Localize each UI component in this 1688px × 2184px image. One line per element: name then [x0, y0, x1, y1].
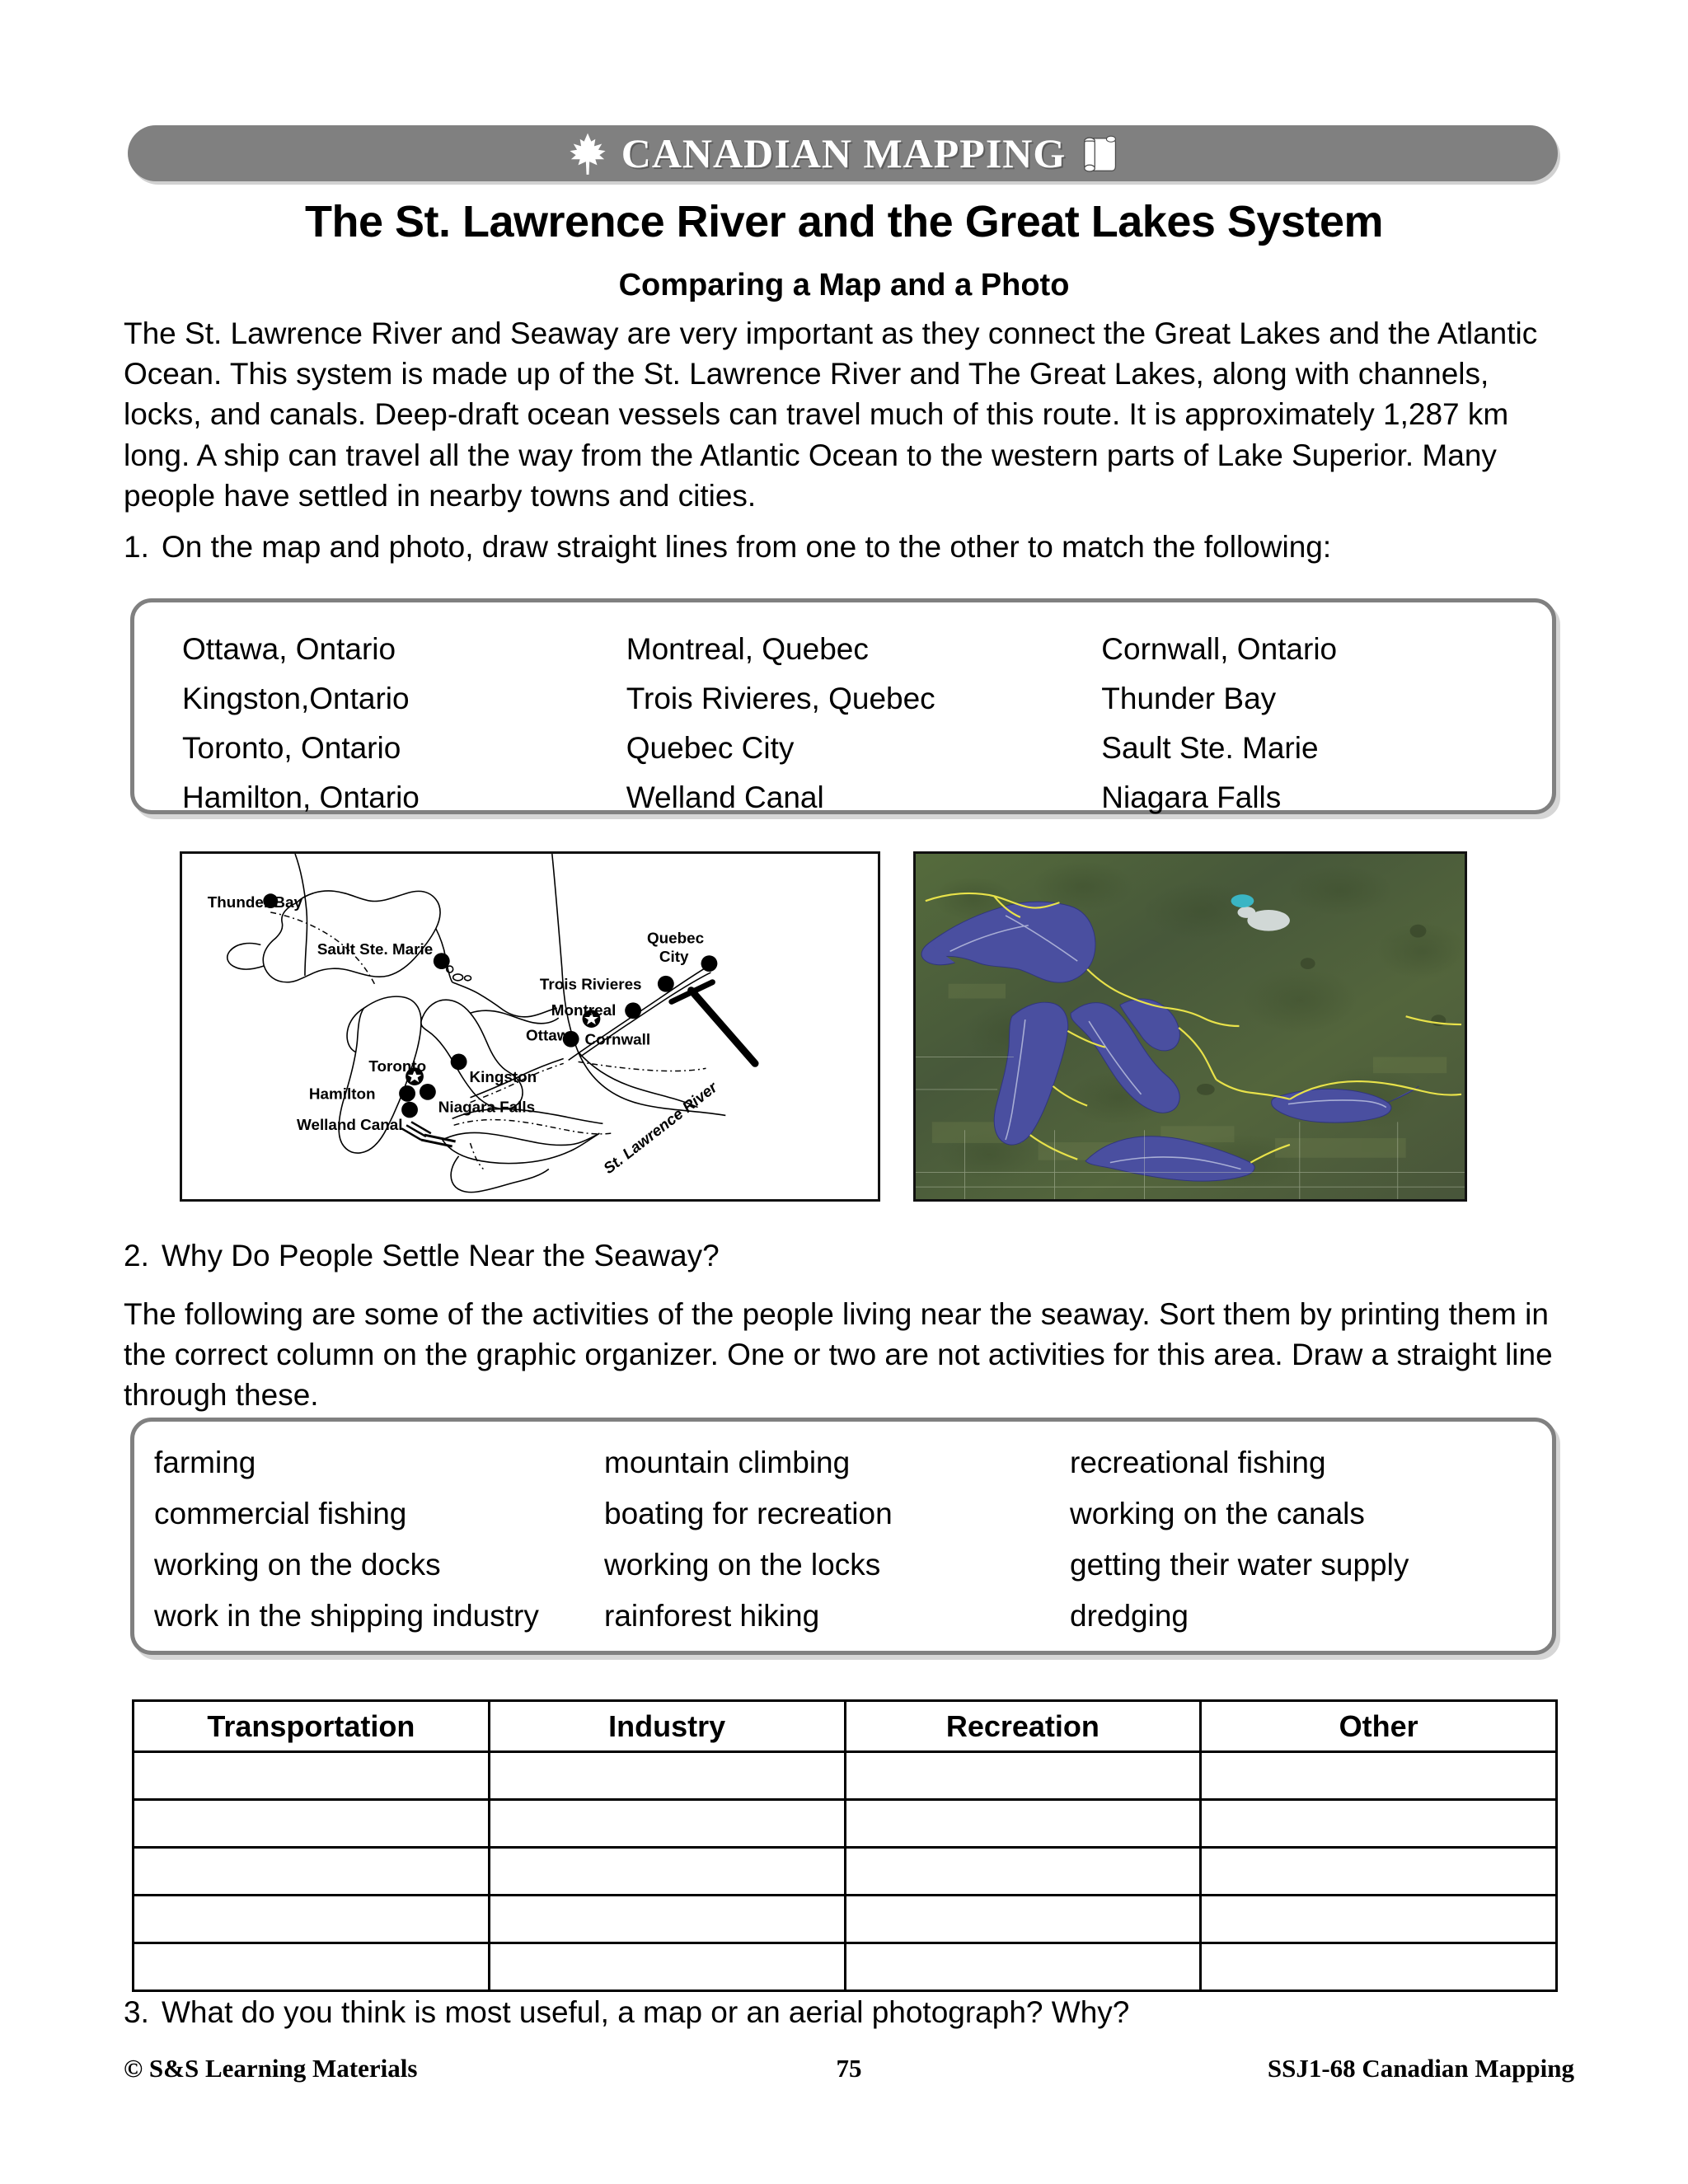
footer-product-code: SSJ1-68 Canadian Mapping [1267, 2054, 1574, 2083]
city-item: Sault Ste. Marie [1101, 730, 1319, 765]
column-header-other: Other [1201, 1701, 1557, 1752]
table-cell[interactable] [845, 1943, 1201, 1991]
activity-item: rainforest hiking [604, 1598, 820, 1633]
activity-item: dredging [1070, 1598, 1189, 1633]
map-label-quebec-1: Quebec [646, 929, 705, 947]
city-row [134, 673, 1552, 723]
question-3-number: 3. [124, 1995, 149, 2029]
city-item: Niagara Falls [1101, 780, 1282, 814]
column-header-recreation: Recreation [845, 1701, 1201, 1752]
map-label-toronto: Toronto [368, 1057, 427, 1076]
scroll-icon [1081, 132, 1117, 175]
map-label-thunder-bay: Thunder Bay [207, 893, 302, 912]
table-cell[interactable] [134, 1848, 490, 1896]
great-lakes-line-map [180, 851, 880, 1202]
table-cell[interactable] [845, 1848, 1201, 1896]
map-label-st-lawrence-river: St. Lawrence River [599, 1078, 720, 1178]
map-dot-welland-canal [401, 1102, 418, 1118]
question-1 [124, 527, 1566, 567]
activity-item: working on the canals [1070, 1496, 1365, 1530]
table-cell[interactable] [489, 1848, 845, 1896]
footer-copyright: © S&S Learning Materials [124, 2054, 418, 2083]
page-footer [124, 2054, 1574, 2083]
activity-item: mountain climbing [604, 1445, 851, 1479]
activity-row [134, 1539, 1552, 1590]
map-dot-sault [434, 953, 450, 969]
table-cell[interactable] [845, 1800, 1201, 1848]
table-cell[interactable] [1201, 1848, 1557, 1896]
activity-list-box [130, 1418, 1556, 1655]
map-label-sault: Sault Ste. Marie [316, 940, 434, 958]
footer-page-number: 75 [836, 2054, 862, 2083]
map-label-niagara-falls: Niagara Falls [438, 1098, 536, 1116]
map-dot-trois-rivieres [658, 976, 674, 992]
map-dot-hamilton [399, 1085, 415, 1102]
activity-item: working on the docks [154, 1547, 441, 1582]
column-header-transportation: Transportation [134, 1701, 490, 1752]
map-label-cornwall: Cornwall [584, 1030, 651, 1048]
map-label-quebec-2: City [659, 948, 689, 966]
activity-row [134, 1590, 1552, 1641]
city-item: Kingston,Ontario [182, 681, 410, 715]
maple-leaf-icon [569, 132, 607, 175]
table-cell[interactable] [134, 1943, 490, 1991]
city-item: Ottawa, Ontario [182, 631, 396, 666]
table-cell[interactable] [1201, 1800, 1557, 1848]
table-cell[interactable] [489, 1896, 845, 1943]
table-cell[interactable] [1201, 1943, 1557, 1991]
city-item: Montreal, Quebec [626, 631, 869, 666]
city-item: Thunder Bay [1101, 681, 1277, 715]
map-label-hamilton: Hamilton [308, 1085, 376, 1103]
question-2-number: 2. [124, 1239, 149, 1272]
graphic-organizer-table [132, 1699, 1558, 1992]
activity-item: working on the locks [604, 1547, 881, 1582]
city-item: Welland Canal [626, 780, 824, 814]
activity-item: getting their water supply [1070, 1547, 1409, 1582]
city-item: Toronto, Ontario [182, 730, 401, 765]
map-label-kingston: Kingston [469, 1068, 537, 1086]
activity-item: farming [154, 1445, 256, 1479]
table-cell[interactable] [845, 1752, 1201, 1800]
map-svg [182, 854, 878, 1199]
activity-row [134, 1488, 1552, 1539]
question-2 [124, 1236, 1566, 1276]
city-row [134, 772, 1552, 822]
table-body [134, 1752, 1557, 1991]
table-cell[interactable] [134, 1800, 490, 1848]
city-row [134, 624, 1552, 673]
great-lakes-aerial-photo [913, 851, 1467, 1202]
table-row [134, 1848, 1557, 1896]
column-header-industry: Industry [489, 1701, 845, 1752]
map-label-ottawa: Ottawa [526, 1026, 578, 1044]
table-cell[interactable] [489, 1943, 845, 1991]
table-cell[interactable] [1201, 1752, 1557, 1800]
map-label-welland-canal: Welland Canal [297, 1116, 403, 1134]
page-title: The St. Lawrence River and the Great Lakes System [304, 197, 1384, 246]
table-cell[interactable] [1201, 1896, 1557, 1943]
table-cell[interactable] [489, 1752, 845, 1800]
activity-item: commercial fishing [154, 1496, 407, 1530]
activity-row [134, 1436, 1552, 1488]
city-item: Hamilton, Ontario [182, 780, 420, 814]
table-row [134, 1896, 1557, 1943]
city-row [134, 723, 1552, 772]
table-row [134, 1800, 1557, 1848]
question-2-body: The following are some of the activities of the people living near the seaway. Sort them by printing them in the correct column on the graphic organizer. One or two are not activities for this area. Draw a straight line through these. [124, 1297, 1553, 1413]
table-row [134, 1943, 1557, 1991]
banner-title: CANADIAN MAPPING [621, 130, 1067, 176]
activity-item: recreational fishing [1070, 1445, 1326, 1479]
map-label-montreal: Montreal [551, 1001, 617, 1019]
question-1-text: On the map and photo, draw straight lines from one to the other to match the following: [162, 530, 1332, 564]
map-dot-kingston [451, 1054, 467, 1071]
table-cell[interactable] [134, 1896, 490, 1943]
table-header-row [134, 1701, 1557, 1752]
map-dot-quebec-city [701, 955, 718, 972]
question-3-text: What do you think is most useful, a map or an aerial photograph? Why? [162, 1995, 1130, 2029]
intro-paragraph: The St. Lawrence River and Seaway are very important as they connect the Great Lakes and the Atlantic Ocean. This system is made up of the St. Lawrence River and The Great Lakes, along with channels, locks, and canals. Deep-draft ocean vessels can travel much of this route. It is approximately 1,287 km long. A ship can travel all the way from the Atlantic Ocean to the western parts of Lake Superior. Many people have settled in nearby towns and cities. [124, 316, 1538, 513]
city-item: Quebec City [626, 730, 795, 765]
photo-svg [916, 854, 1465, 1199]
table-cell[interactable] [134, 1752, 490, 1800]
table-row [134, 1752, 1557, 1800]
question-3 [124, 1993, 1566, 2032]
question-2-text: Why Do People Settle Near the Seaway? [162, 1239, 720, 1272]
page-subtitle: Comparing a Map and a Photo [618, 268, 1070, 302]
city-list-box [130, 598, 1556, 814]
table-cell[interactable] [489, 1800, 845, 1848]
map-label-trois-rivieres: Trois Rivieres [539, 975, 642, 993]
city-item: Trois Rivieres, Quebec [626, 681, 935, 715]
city-item: Cornwall, Ontario [1101, 631, 1338, 666]
question-1-number: 1. [124, 530, 149, 564]
activity-item: boating for recreation [604, 1496, 893, 1530]
map-dot-montreal [625, 1002, 641, 1019]
activity-item: work in the shipping industry [154, 1598, 539, 1633]
table-cell[interactable] [845, 1896, 1201, 1943]
map-dot-niagara-falls [420, 1084, 436, 1100]
page-banner [128, 125, 1558, 181]
